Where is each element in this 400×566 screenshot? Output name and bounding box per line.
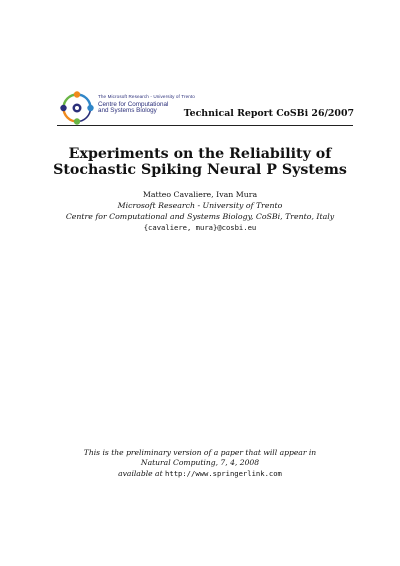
note-available-label: available at: [118, 468, 163, 478]
report-number: Technical Report CoSBi 26/2007: [183, 108, 354, 119]
institution-line-3: and Systems Biology: [98, 106, 157, 114]
author-block: [0, 189, 400, 233]
note-line-2: Natural Computing, 7, 4, 2008: [140, 458, 260, 468]
springer-link[interactable]: http://www.springerlink.com: [165, 468, 282, 478]
title-line-2: Stochastic Spiking Neural P Systems: [53, 162, 347, 178]
institution-name: [98, 95, 195, 114]
cosbi-logo-icon: [57, 88, 97, 128]
author-names: Matteo Cavaliere, Ivan Mura: [142, 190, 258, 199]
paper-title: [0, 146, 400, 178]
note-line-3: [0, 469, 400, 479]
author-email: {cavaliere, mura}@cosbi.eu: [143, 223, 257, 232]
publication-note: [0, 448, 400, 479]
institution-line-2: Centre for Computational: [98, 100, 169, 108]
header-rule: [57, 125, 353, 126]
institution-line-1: The Microsoft Research - University of Trento: [98, 94, 195, 99]
affiliation-2: Centre for Computational and Systems Biology, CoSBi, Trento, Italy: [65, 212, 335, 221]
note-line-1: This is the preliminary version of a paper that will appear in: [83, 448, 317, 457]
affiliation-1: Microsoft Research - University of Trento: [117, 201, 283, 210]
title-line-1: Experiments on the Reliability of: [68, 146, 332, 162]
